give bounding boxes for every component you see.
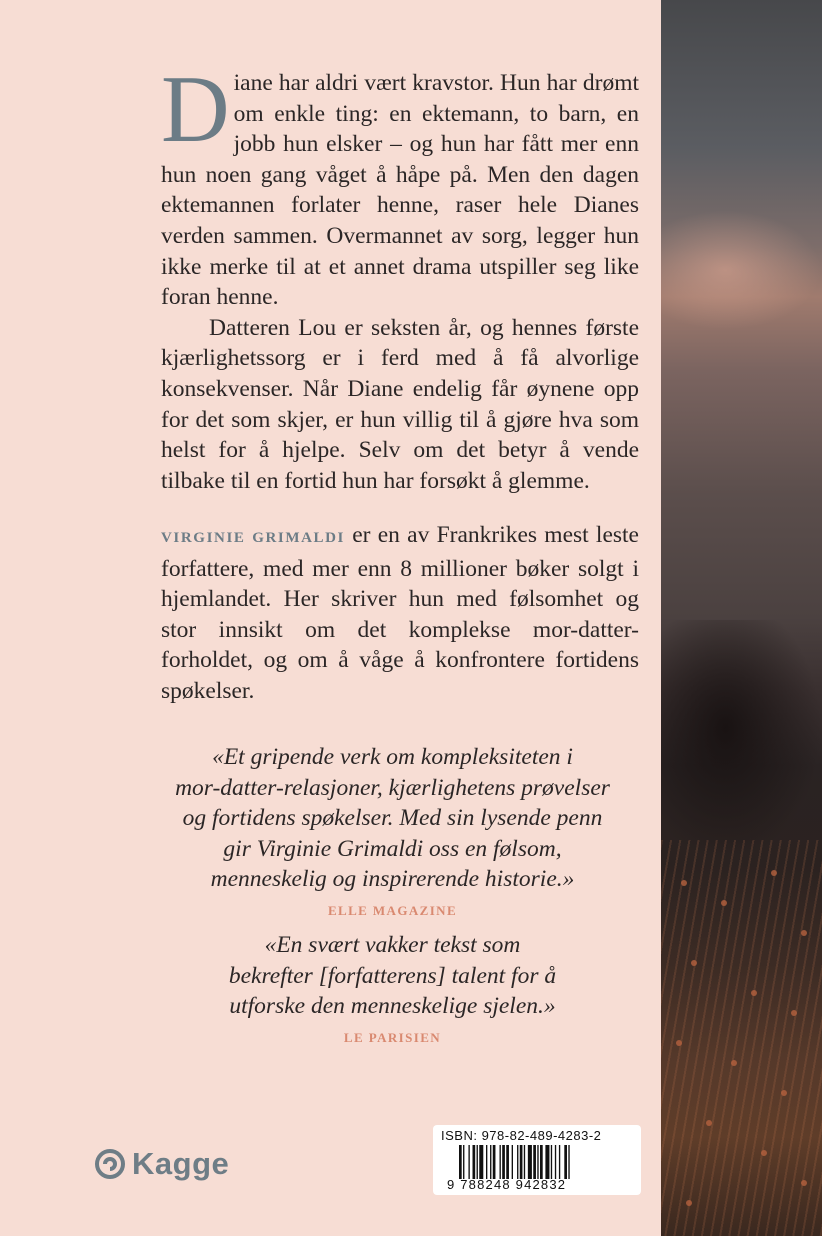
publisher-logo <box>94 1146 229 1182</box>
description-paragraph-1 <box>161 56 639 313</box>
barcode-bar <box>459 1145 462 1179</box>
photo-flower <box>781 1090 787 1096</box>
barcode-bar <box>568 1145 569 1179</box>
barcode-bar <box>479 1145 483 1179</box>
quote-source: ELLE MAGAZINE <box>327 902 458 918</box>
description-paragraph-2: Datteren Lou er seksten år, og hennes første kjærlighetssorg er i ferd med å få alvorlige konsekvenser. Når Diane endelig får øynene opp for det som skjer, er hun villig til å gjøre hva som helst for å hjelpe. Selv om det betyr å vende tilbake til en fortid hun har forsøkt å glemme. <box>161 314 639 494</box>
quote-line: utforske den menneskelige sjelen.» <box>229 993 556 1020</box>
photo-flower <box>706 1120 712 1126</box>
barcode-bar <box>540 1145 543 1179</box>
photo-flower <box>761 1150 767 1156</box>
author-bio <box>161 520 639 707</box>
isbn-label: ISBN: 978-82-489-4283-2 <box>441 1128 602 1143</box>
barcode-bar <box>493 1145 496 1179</box>
barcode-bar <box>500 1145 501 1179</box>
author-bio-text: er en av Frankrikes mest leste forfattere, med mer enn 8 millioner bøker solgt i hjemlandet. Her skriver hun med følsomhet og stor innsikt om det komplekse mor-datter-forholdet, og om å våge å konfrontere fortidens spøkelser. <box>161 522 639 704</box>
photo-flower <box>691 960 697 966</box>
barcode-bar <box>537 1145 538 1179</box>
drop-cap: D <box>161 56 230 162</box>
barcode-bar <box>490 1145 491 1179</box>
quote-line: mor-datter-relasjoner, kjærlighetens prøvelser <box>175 774 610 801</box>
author-name: VIRGINIE GRIMALDI <box>161 530 345 546</box>
photo-flower <box>686 1200 692 1206</box>
photo-flower <box>681 880 687 886</box>
quote-source: LE PARISIEN <box>343 1029 442 1045</box>
barcode-bar <box>486 1145 487 1179</box>
barcode-bar <box>502 1145 505 1179</box>
barcode-bar <box>463 1145 464 1179</box>
barcode-bar <box>524 1145 525 1179</box>
quote-line: «Et gripende verk om kompleksiteten i <box>212 744 573 770</box>
barcode-bar <box>559 1145 560 1179</box>
quote-line: gir Virginie Grimaldi oss en følsom, <box>223 835 562 862</box>
barcode-bar <box>545 1145 549 1179</box>
barcode-bar <box>528 1145 532 1179</box>
photo-flower <box>676 1040 682 1046</box>
barcode-digits: 9 788248 942832 <box>447 1177 567 1192</box>
barcode-bar <box>512 1145 513 1179</box>
photo-flower <box>751 990 757 996</box>
barcode-bars <box>459 1145 635 1179</box>
photo-flower <box>771 870 777 876</box>
description-paragraph-1-text: iane har aldri vært kravstor. Hun har drømt om enkle ting: en ektemann, to barn, en jobb hun elsker – og hun har fått mer enn hun noen gang våget å håpe på. Men den dagen ektemannen forlater henne, raser hele Dianes verden sammen. Overmannet av sorg, legger hun ikke merke til at et annet drama utspiller seg like foran henne. <box>161 70 639 311</box>
photo-flower <box>801 1180 807 1186</box>
photo-flower <box>801 930 807 936</box>
photo-flower <box>721 900 727 906</box>
book-description <box>161 56 639 496</box>
barcode-bar <box>533 1145 536 1179</box>
photo-flower <box>731 1060 737 1066</box>
isbn-barcode <box>433 1125 641 1195</box>
barcode-bar <box>477 1145 478 1179</box>
review-quote-elle <box>150 742 635 921</box>
review-quote-parisien <box>150 930 635 1048</box>
barcode-bar <box>551 1145 552 1179</box>
barcode-bar <box>564 1145 567 1179</box>
kagge-logo-icon <box>94 1148 126 1180</box>
quote-line: menneskelig og inspirerende historie.» <box>210 866 575 893</box>
photo-flower <box>791 1010 797 1016</box>
barcode-bar <box>473 1145 476 1179</box>
barcode-bar <box>506 1145 509 1179</box>
publisher-name: Kagge <box>132 1146 230 1181</box>
barcode-bar <box>555 1145 556 1179</box>
photo-sky-glow <box>661 210 822 330</box>
photo-tree-silhouette <box>661 620 822 860</box>
quote-line: «En svært vakker tekst som <box>264 932 521 958</box>
barcode-bar <box>517 1145 518 1179</box>
quote-line: bekrefter [forfatterens] talent for å <box>228 962 557 989</box>
barcode-bar <box>520 1145 523 1179</box>
quote-line: og fortidens spøkelser. Med sin lysende penn <box>182 805 603 832</box>
photo-field <box>661 840 822 1236</box>
cover-photo-strip <box>661 0 822 1236</box>
barcode-bar <box>468 1145 469 1179</box>
